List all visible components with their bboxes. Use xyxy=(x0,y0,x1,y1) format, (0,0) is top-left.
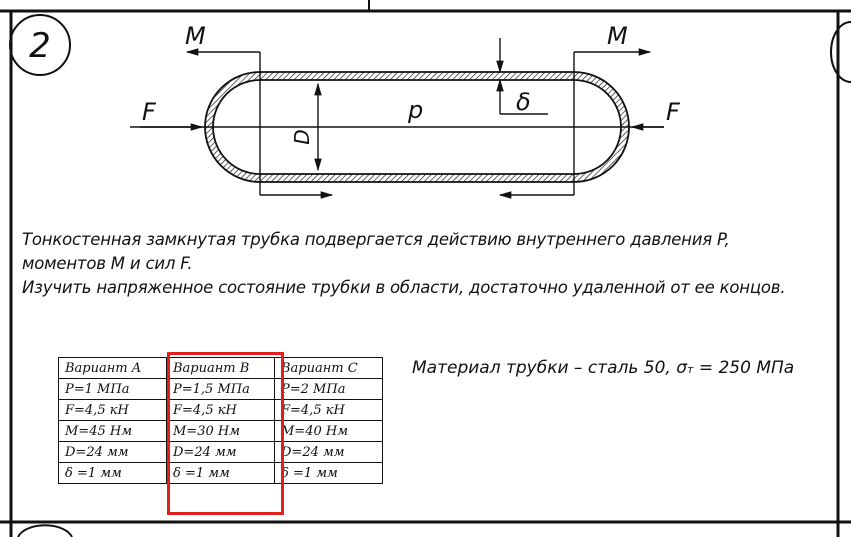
table-cell: P=2 МПа xyxy=(275,379,383,400)
material-statement xyxy=(412,358,794,378)
table-cell: F=4,5 кН xyxy=(59,400,167,421)
table-cell: D=24 мм xyxy=(59,442,167,463)
force-label-left: F xyxy=(142,98,156,126)
problem-statement xyxy=(22,228,837,300)
thickness-label: δ xyxy=(516,88,531,116)
next-sheet-badge-edge xyxy=(18,525,72,537)
task-number-badge xyxy=(10,15,70,75)
table-cell: D=24 мм xyxy=(167,442,275,463)
table-cell: M=45 Нм xyxy=(59,421,167,442)
table-cell: M=30 Нм xyxy=(167,421,275,442)
table-cell: δ =1 мм xyxy=(275,463,383,484)
table-cell: δ =1 мм xyxy=(59,463,167,484)
force-label-right: F xyxy=(666,98,680,126)
selected-variant-highlight xyxy=(167,352,284,515)
sigma-symbol: σ xyxy=(676,358,688,378)
table-cell: M=40 Нм xyxy=(275,421,383,442)
header-variant-a: Вариант A xyxy=(59,358,167,379)
moment-label-left: M xyxy=(185,22,206,50)
table-cell: F=4,5 кН xyxy=(167,400,275,421)
sigma-subscript: т xyxy=(687,363,694,376)
table-cell: δ =1 мм xyxy=(167,463,275,484)
pressure-label: p xyxy=(408,96,424,124)
statement-line-3: Изучить напряженное состояние трубки в области, достаточно удаленной от ее концов. xyxy=(22,278,786,297)
statement-line-1: Тонкостенная замкнутая трубка подвергается действию внутреннего давления P, xyxy=(22,230,730,249)
moment-label-right: M xyxy=(607,22,628,50)
table-cell: P=1,5 МПа xyxy=(167,379,275,400)
table-cell: F=4,5 кН xyxy=(275,400,383,421)
table-cell: P=1 МПа xyxy=(59,379,167,400)
header-variant-b: Вариант B xyxy=(167,358,275,379)
material-text: Материал трубки – сталь 50, xyxy=(412,358,671,378)
task-number: 2 xyxy=(29,26,51,66)
next-task-badge-edge xyxy=(831,22,851,82)
yield-strength-value: = 250 МПа xyxy=(693,358,795,378)
table-cell: D=24 мм xyxy=(275,442,383,463)
diameter-label: D xyxy=(290,129,314,145)
header-variant-c: Вариант C xyxy=(275,358,383,379)
statement-line-2: моментов M и сил F. xyxy=(22,254,193,273)
